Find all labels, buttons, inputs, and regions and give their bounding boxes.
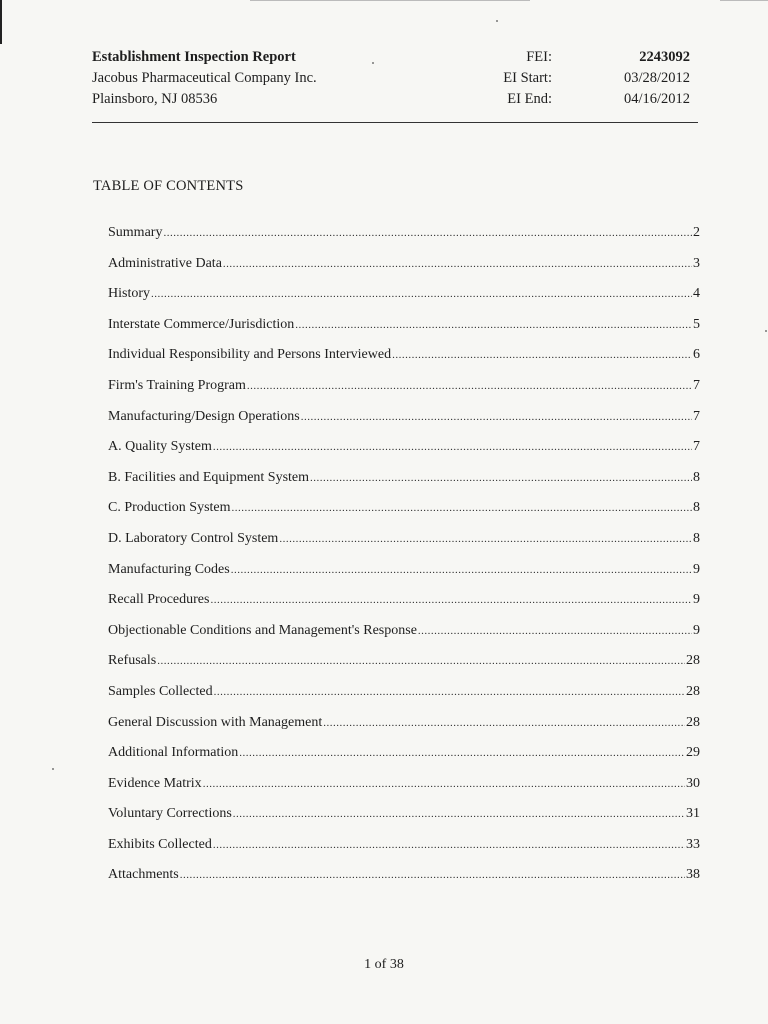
toc-entry [108,774,700,805]
toc-entry-label: General Discussion with Management [108,714,323,730]
toc-leader-dots [392,345,692,365]
toc-entry [108,498,700,529]
toc-entry-page: 28 [686,714,700,730]
header-row-title [92,47,698,68]
toc-entry-page: 3 [693,255,700,271]
toc-entry [108,468,700,499]
toc-entry-label: Administrative Data [108,255,222,271]
toc-leader-dots [213,437,692,457]
fei-value: 2243092 [639,49,690,65]
toc-entry [108,345,700,376]
toc-entry [108,743,700,774]
toc-leader-dots [157,651,685,671]
toc-entry-label: Attachments [108,867,179,883]
toc-leader-dots [180,865,685,885]
toc-entry-label: C. Production System [108,500,231,516]
toc-entry-label: A. Quality System [108,439,212,455]
toc-entry [108,713,700,744]
toc-list [108,223,700,896]
header-divider [92,122,698,123]
toc-leader-dots [214,682,685,702]
toc-entry [108,529,700,560]
toc-leader-dots [301,407,692,427]
toc-entry-label: Voluntary Corrections [108,806,232,822]
toc-leader-dots [203,774,685,794]
header-row-company [92,68,698,89]
toc-entry [108,223,700,254]
scan-edge-mark-top [250,0,530,1]
toc-leader-dots [418,621,692,641]
toc-entry-label: Refusals [108,653,157,669]
toc-leader-dots [213,835,685,855]
toc-entry [108,437,700,468]
toc-entry-label: Manufacturing/Design Operations [108,408,300,424]
header-row-location [92,89,698,110]
toc-leader-dots [231,560,692,580]
toc-leader-dots [223,254,692,274]
toc-entry [108,682,700,713]
toc-leader-dots [151,284,692,304]
scan-speck [765,330,767,332]
toc-entry-page: 28 [686,683,700,699]
toc-entry-label: Objectionable Conditions and Management's Response [108,622,417,638]
scan-speck [52,768,54,770]
toc-entry-page: 7 [693,408,700,424]
toc-entry [108,254,700,285]
toc-entry-page: 30 [686,775,700,791]
toc-title: TABLE OF CONTENTS [93,178,244,194]
report-title: Establishment Inspection Report [92,49,296,65]
toc-entry [108,865,700,896]
toc-leader-dots [210,590,692,610]
toc-leader-dots [163,223,692,243]
scan-speck [496,20,498,22]
toc-entry-label: D. Laboratory Control System [108,530,279,546]
toc-leader-dots [232,498,692,518]
ei-start-label: EI Start: [503,70,552,86]
toc-entry-label: Manufacturing Codes [108,561,230,577]
toc-entry [108,651,700,682]
scan-edge-mark-top-right [720,0,768,1]
toc-entry-label: Exhibits Collected [108,836,212,852]
toc-entry-page: 5 [693,316,700,332]
toc-leader-dots [295,315,692,335]
toc-entry-page: 33 [686,836,700,852]
toc-entry [108,407,700,438]
toc-entry [108,315,700,346]
fei-label: FEI: [526,49,552,65]
toc-entry-page: 9 [693,592,700,608]
toc-entry [108,284,700,315]
toc-entry-label: B. Facilities and Equipment System [108,469,310,485]
toc-leader-dots [323,713,685,733]
toc-entry-label: Samples Collected [108,683,213,699]
toc-leader-dots [279,529,692,549]
toc-entry-label: Interstate Commerce/Jurisdiction [108,316,295,332]
ei-start-value: 03/28/2012 [623,70,690,86]
toc-leader-dots [233,804,685,824]
toc-entry [108,621,700,652]
toc-entry [108,835,700,866]
page-number-footer: 1 of 38 [364,957,404,972]
toc-entry-page: 7 [693,439,700,455]
report-header [92,47,698,110]
toc-entry-page: 9 [693,561,700,577]
toc-entry-page: 2 [693,225,700,240]
toc-entry-page: 4 [693,286,700,302]
company-name: Jacobus Pharmaceutical Company Inc. [92,70,317,86]
toc-entry-page: 29 [686,745,700,761]
toc-leader-dots [247,376,692,396]
toc-entry [108,560,700,591]
toc-entry [108,376,700,407]
toc-entry-label: Additional Information [108,745,239,761]
toc-entry-page: 8 [693,530,700,546]
toc-entry-label: Summary [108,225,163,240]
toc-entry [108,590,700,621]
ei-end-label: EI End: [507,91,552,107]
ei-end-value: 04/16/2012 [623,91,690,107]
toc-entry-page: 7 [693,377,700,393]
toc-entry-page: 9 [693,622,700,638]
toc-entry-label: Individual Responsibility and Persons Interviewed [108,347,392,363]
toc-entry-page: 28 [686,653,700,669]
toc-entry-label: Recall Procedures [108,592,210,608]
toc-entry-page: 31 [686,806,700,822]
toc-entry-label: Evidence Matrix [108,775,202,791]
toc-entry-page: 8 [693,469,700,485]
company-location: Plainsboro, NJ 08536 [92,91,218,107]
toc-entry-label: History [108,286,150,302]
toc-leader-dots [239,743,685,763]
toc-entry [108,804,700,835]
toc-entry-page: 38 [686,867,700,883]
scan-edge-mark [0,0,2,44]
toc-leader-dots [310,468,692,488]
toc-entry-label: Firm's Training Program [108,377,246,393]
toc-entry-page: 6 [693,347,700,363]
toc-entry-page: 8 [693,500,700,516]
